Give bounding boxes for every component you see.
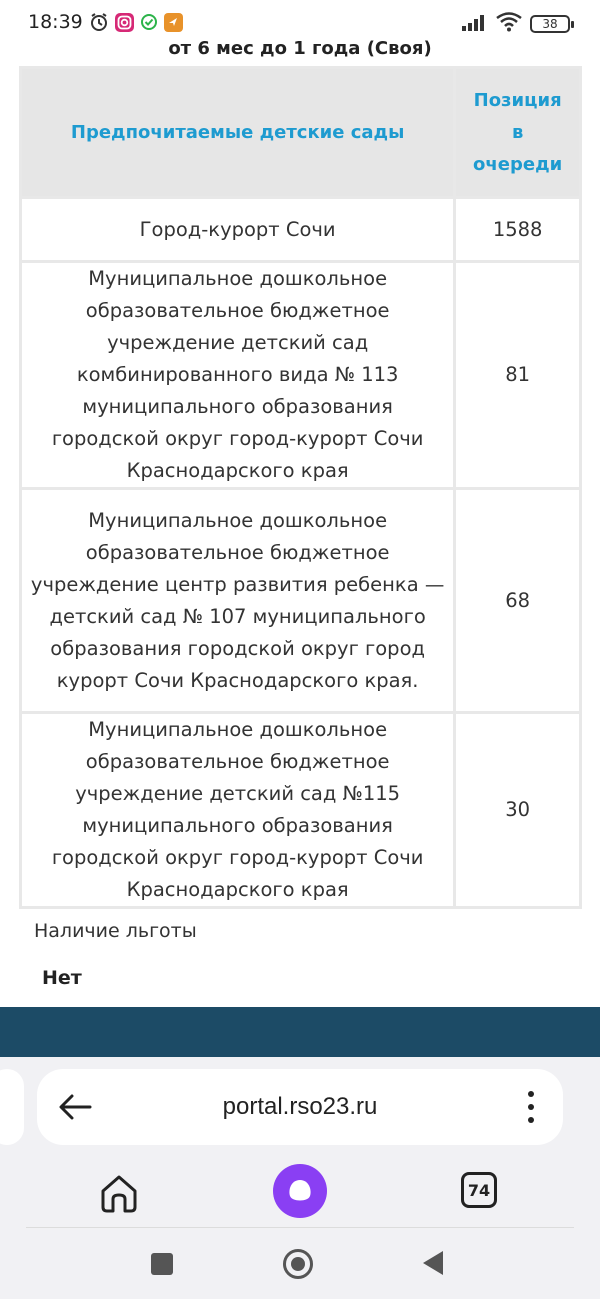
header-preferred-kindergartens[interactable]: Предпочитаемые детские сады: [21, 68, 455, 198]
benefit-value: Нет: [42, 967, 82, 989]
benefit-label: Наличие льготы: [34, 920, 197, 942]
divider: [26, 1227, 574, 1228]
system-back-icon[interactable]: [423, 1251, 443, 1275]
home-circle-icon[interactable]: [283, 1249, 313, 1279]
tabs-count-button[interactable]: 74: [461, 1172, 497, 1208]
more-menu-icon[interactable]: [521, 1089, 541, 1125]
system-navigation: [0, 1235, 600, 1295]
site-footer: [0, 1007, 600, 1057]
home-icon[interactable]: [97, 1171, 141, 1215]
status-time: 18:39: [28, 11, 83, 33]
table-row: [21, 713, 581, 908]
url-text[interactable]: portal.rso23.ru: [222, 1093, 378, 1120]
signal-icon: [462, 13, 488, 35]
previous-tab-stub[interactable]: [0, 1069, 24, 1145]
age-group-heading: от 6 мес до 1 года (Своя): [168, 38, 432, 59]
alice-assistant-icon[interactable]: [273, 1164, 327, 1218]
table-row: [21, 198, 581, 262]
browser-nav-row: [0, 1157, 600, 1227]
alarm-icon: [89, 12, 109, 32]
header-queue-position-label: Позиция в очереди: [473, 89, 563, 175]
table-row: [21, 489, 581, 713]
wifi-icon: [496, 12, 522, 36]
queue-position: 68: [455, 489, 581, 713]
queue-position: 30: [455, 713, 581, 908]
back-arrow-icon[interactable]: [57, 1089, 93, 1125]
kindergarten-name: Муниципальное дошкольное образовательное бюджетное учреждение детский сад комбинированного вида № 113 муниципального образования городской округ город-курорт Сочи Краснодарского края: [21, 262, 455, 489]
queue-position: 1588: [455, 198, 581, 262]
queue-position: 81: [455, 262, 581, 489]
queue-table: [19, 66, 582, 909]
notification-app-icon: [164, 13, 183, 32]
browser-toolbar: [0, 1057, 600, 1299]
address-bar[interactable]: [37, 1069, 563, 1145]
table-row: [21, 262, 581, 489]
header-queue-position[interactable]: [455, 68, 581, 198]
kindergarten-name: Город-курорт Сочи: [21, 198, 455, 262]
kindergarten-name: Муниципальное дошкольное образовательное бюджетное учреждение детский сад №115 муниципального образования городской округ город-курорт Сочи Краснодарского края: [21, 713, 455, 908]
recent-apps-icon[interactable]: [151, 1253, 173, 1275]
instagram-icon: [115, 13, 134, 32]
battery-indicator: 38: [530, 15, 570, 33]
kindergarten-name: Муниципальное дошкольное образовательное бюджетное учреждение центр развития ребенка — детский сад № 107 муниципального образования городской округ город курорт Сочи Краснодарского края.: [21, 489, 455, 713]
check-circle-icon: [140, 13, 158, 31]
